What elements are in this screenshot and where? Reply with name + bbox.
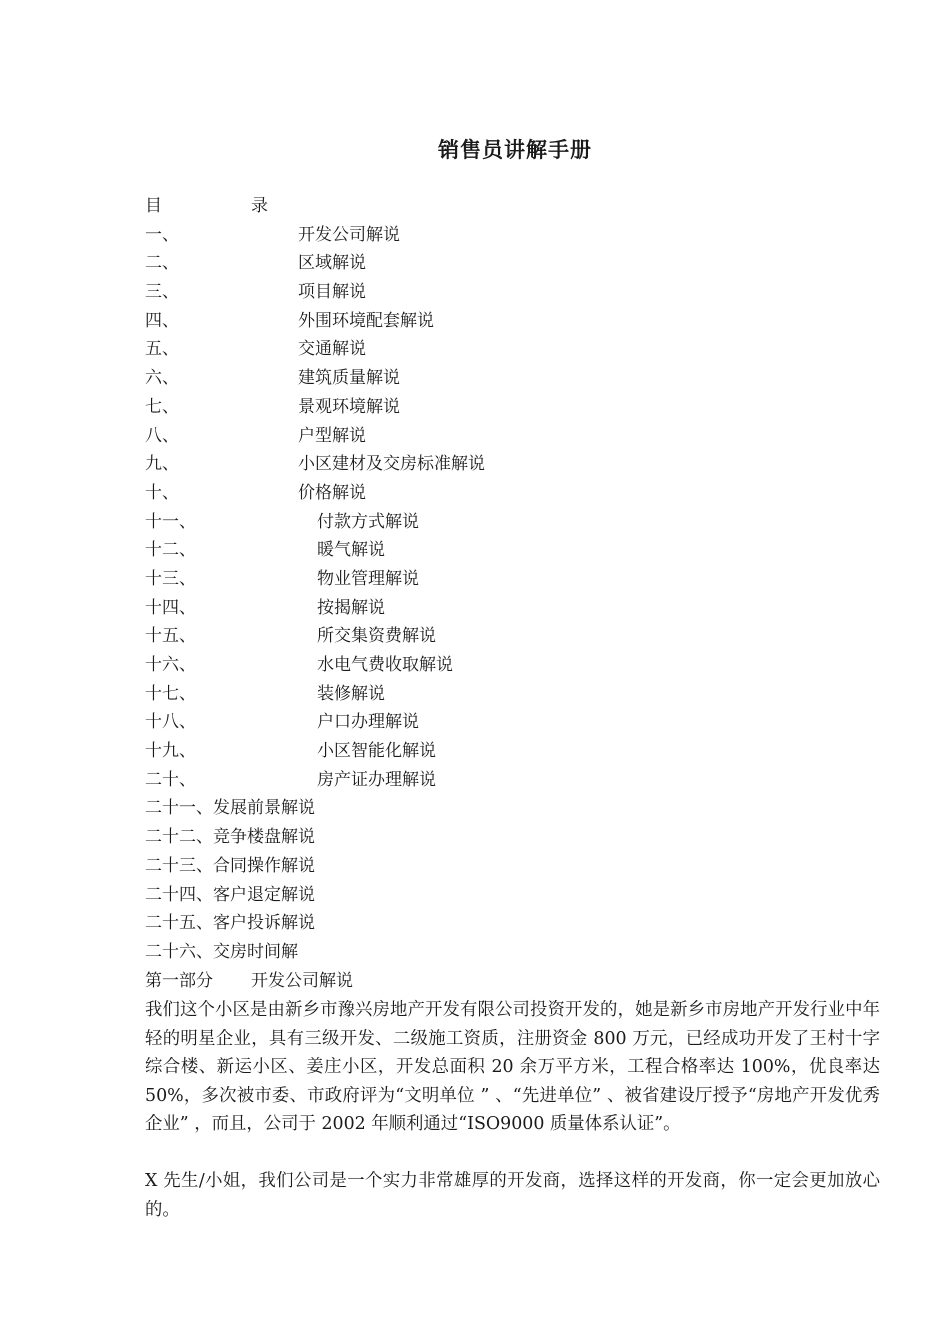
toc-item-number: 十八、 — [145, 712, 196, 733]
toc-item-text: 水电气费收取解说 — [317, 655, 453, 675]
toc-item-text: 建筑质量解说 — [298, 368, 400, 389]
toc-item — [145, 938, 885, 967]
toc-item — [145, 852, 885, 881]
toc-item — [145, 680, 885, 709]
toc-item — [145, 422, 885, 451]
toc-item-text: 交通解说 — [298, 339, 366, 360]
toc-item-text: 物业管理解说 — [317, 568, 419, 589]
toc-item — [145, 335, 885, 364]
toc-item-number: 二十六、 — [145, 941, 213, 962]
toc-item-text: 开发公司解说 — [298, 224, 400, 245]
toc-item-text: 合同操作解说 — [213, 855, 315, 876]
toc-item-text: 所交集资费解说 — [317, 626, 436, 647]
toc-item-text: 外围环境配套解说 — [298, 310, 434, 331]
toc-item-number: 八、 — [145, 425, 179, 446]
toc-item — [145, 881, 885, 910]
toc-item-number: 四、 — [145, 310, 179, 331]
toc-item-text: 户口办理解说 — [317, 712, 419, 733]
toc-item-number: 五、 — [145, 339, 179, 360]
toc-item-text: 交房时间解 — [213, 941, 298, 962]
toc-item — [145, 249, 885, 278]
toc-item — [145, 565, 885, 594]
table-of-contents — [145, 192, 885, 967]
toc-item-number: 二十四、 — [145, 884, 213, 905]
toc-heading — [145, 192, 885, 221]
toc-item — [145, 536, 885, 565]
toc-item — [145, 221, 885, 250]
toc-item — [145, 364, 885, 393]
toc-item-number: 十一、 — [145, 511, 196, 532]
toc-item-number: 九、 — [145, 454, 179, 475]
toc-item-number: 十七、 — [145, 683, 196, 704]
section-title: 开发公司解说 — [251, 971, 353, 991]
section-label: 第一部分 — [145, 971, 213, 991]
toc-item — [145, 307, 885, 336]
toc-item-number: 一、 — [145, 224, 179, 245]
toc-item — [145, 737, 885, 766]
toc-item-number: 十九、 — [145, 741, 196, 762]
toc-item — [145, 450, 885, 479]
toc-item-number: 十四、 — [145, 597, 196, 618]
toc-item-text: 小区智能化解说 — [317, 741, 436, 762]
toc-item — [145, 622, 885, 651]
toc-item — [145, 393, 885, 422]
body-paragraph: 我们这个小区是由新乡市豫兴房地产开发有限公司投资开发的，她是新乡市房地产开发行业中年轻的明星企业，具有三级开发、二级施工资质，注册资金 800 万元，已经成功开发了王村十字综合楼、新运小区、姜庄小区，开发总面积 20 余万平方米，工程合格率达 100%，优良率达 50%，多次被市委、市政府评为“文明单位 ” 、“先进单位” 、被省建设厅授予“房地产开发优秀企业” ，而且，公司于 2002 年顺利通过“ISO9000 质量体系认证”。 — [145, 1000, 880, 1134]
toc-item-text: 价格解说 — [298, 482, 366, 503]
toc-item-text: 付款方式解说 — [317, 511, 419, 532]
toc-item — [145, 909, 885, 938]
toc-item-number: 二十三、 — [145, 855, 213, 876]
toc-item-text: 户型解说 — [298, 425, 366, 446]
toc-heading-left: 目 — [145, 196, 162, 216]
toc-item-number: 二十五、 — [145, 913, 213, 934]
toc-item — [145, 794, 885, 823]
toc-item-text: 客户退定解说 — [213, 884, 315, 905]
toc-item — [145, 651, 885, 680]
toc-item-number: 二十二、 — [145, 827, 213, 848]
toc-item — [145, 766, 885, 795]
toc-item — [145, 479, 885, 508]
section-heading — [145, 967, 353, 996]
toc-item-number: 二、 — [145, 253, 179, 274]
toc-item-number: 七、 — [145, 396, 179, 417]
toc-item — [145, 823, 885, 852]
toc-item-number: 十、 — [145, 482, 179, 503]
toc-item-number: 三、 — [145, 282, 179, 303]
toc-item-text: 景观环境解说 — [298, 396, 400, 417]
toc-item-text: 按揭解说 — [317, 597, 385, 618]
toc-item-text: 装修解说 — [317, 683, 385, 704]
toc-heading-right: 录 — [251, 196, 268, 216]
toc-item-number: 十五、 — [145, 626, 196, 647]
toc-item-number: 六、 — [145, 368, 179, 389]
toc-item-number: 十三、 — [145, 568, 196, 589]
toc-item-number: 二十一、 — [145, 798, 213, 819]
toc-item-text: 房产证办理解说 — [317, 769, 436, 790]
toc-item — [145, 708, 885, 737]
toc-item-number: 二十、 — [145, 769, 196, 790]
toc-item-text: 项目解说 — [298, 282, 366, 303]
toc-item — [145, 278, 885, 307]
toc-item-text: 竞争楼盘解说 — [213, 827, 315, 848]
toc-item-text: 发展前景解说 — [213, 798, 315, 819]
toc-item-number: 十二、 — [145, 540, 196, 561]
toc-item-number: 十六、 — [145, 655, 196, 675]
toc-item — [145, 594, 885, 623]
toc-item-text: 客户投诉解说 — [213, 913, 315, 934]
toc-item-text: 区域解说 — [298, 253, 366, 274]
toc-item — [145, 508, 885, 537]
document-title: 销售员讲解手册 — [438, 138, 592, 162]
toc-item-text: 小区建材及交房标准解说 — [298, 454, 485, 475]
body-paragraph: X 先生/小姐，我们公司是一个实力非常雄厚的开发商，选择这样的开发商，你一定会更加放心的。 — [145, 1171, 880, 1220]
toc-item-text: 暖气解说 — [317, 540, 385, 561]
